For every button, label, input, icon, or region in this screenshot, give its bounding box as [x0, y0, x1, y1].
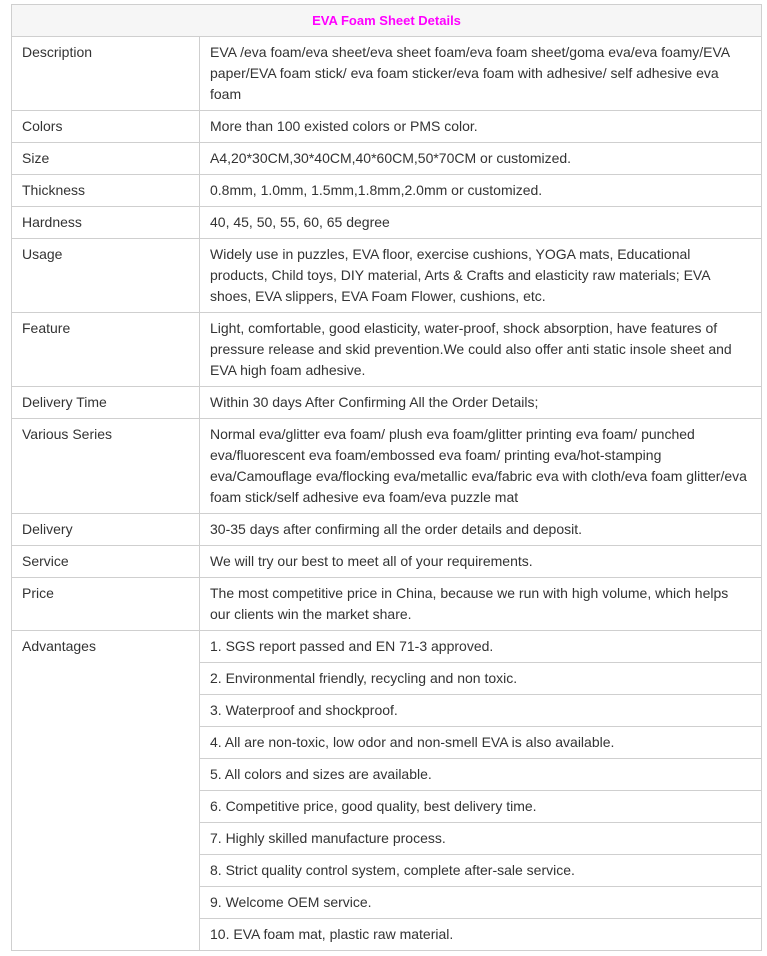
- row-label: Delivery Time: [12, 387, 200, 419]
- advantage-item: 10. EVA foam mat, plastic raw material.: [200, 919, 762, 951]
- row-value: Normal eva/glitter eva foam/ plush eva foam/glitter printing eva foam/ punched eva/fluorescent eva foam/embossed eva foam/ printing eva/hot-stamping eva/Camouflage eva/flocking eva/metallic eva/fabric eva with cloth/eva foam glitter/eva foam stick/self adhesive eva foam/eva puzzle mat: [200, 419, 762, 514]
- row-label: Hardness: [12, 207, 200, 239]
- row-label: Various Series: [12, 419, 200, 514]
- row-label: Price: [12, 578, 200, 631]
- row-label: Description: [12, 37, 200, 111]
- row-value: More than 100 existed colors or PMS color.: [200, 111, 762, 143]
- row-value: Within 30 days After Confirming All the Order Details;: [200, 387, 762, 419]
- advantage-item: 1. SGS report passed and EN 71-3 approved.: [200, 631, 762, 663]
- table-row: [12, 313, 762, 387]
- table-row: [12, 111, 762, 143]
- advantage-item: 8. Strict quality control system, complete after-sale service.: [200, 855, 762, 887]
- row-value: 0.8mm, 1.0mm, 1.5mm,1.8mm,2.0mm or customized.: [200, 175, 762, 207]
- row-value: The most competitive price in China, because we run with high volume, which helps our clients win the market share.: [200, 578, 762, 631]
- advantage-item: 2. Environmental friendly, recycling and non toxic.: [200, 663, 762, 695]
- table-row: [12, 207, 762, 239]
- row-value: 30-35 days after confirming all the order details and deposit.: [200, 514, 762, 546]
- table-row: [12, 239, 762, 313]
- row-label: Feature: [12, 313, 200, 387]
- table-row: [12, 175, 762, 207]
- advantages-row: [12, 631, 762, 663]
- advantage-item: 6. Competitive price, good quality, best delivery time.: [200, 791, 762, 823]
- table-row: [12, 578, 762, 631]
- advantage-item: 3. Waterproof and shockproof.: [200, 695, 762, 727]
- table-row: [12, 514, 762, 546]
- table-title: EVA Foam Sheet Details: [12, 5, 762, 37]
- table-row: [12, 387, 762, 419]
- row-label: Delivery: [12, 514, 200, 546]
- row-value: EVA /eva foam/eva sheet/eva sheet foam/eva foam sheet/goma eva/eva foamy/EVA paper/EVA foam stick/ eva foam sticker/eva foam with adhesive/ self adhesive eva foam: [200, 37, 762, 111]
- row-value: A4,20*30CM,30*40CM,40*60CM,50*70CM or customized.: [200, 143, 762, 175]
- advantage-item: 5. All colors and sizes are available.: [200, 759, 762, 791]
- advantage-item: 9. Welcome OEM service.: [200, 887, 762, 919]
- advantages-label: Advantages: [12, 631, 200, 951]
- row-value: 40, 45, 50, 55, 60, 65 degree: [200, 207, 762, 239]
- table-row: [12, 37, 762, 111]
- row-label: Size: [12, 143, 200, 175]
- row-label: Thickness: [12, 175, 200, 207]
- row-value: Widely use in puzzles, EVA floor, exercise cushions, YOGA mats, Educational products, Child toys, DIY material, Arts & Crafts and elasticity raw materials; EVA shoes, EVA slippers, EVA Foam Flower, cushions, etc.: [200, 239, 762, 313]
- row-label: Service: [12, 546, 200, 578]
- advantage-item: 7. Highly skilled manufacture process.: [200, 823, 762, 855]
- eva-foam-details-table: [11, 4, 762, 951]
- table-row: [12, 546, 762, 578]
- details-table-container: [11, 4, 761, 951]
- row-value: We will try our best to meet all of your requirements.: [200, 546, 762, 578]
- advantage-item: 4. All are non-toxic, low odor and non-smell EVA is also available.: [200, 727, 762, 759]
- row-value: Light, comfortable, good elasticity, water-proof, shock absorption, have features of pressure release and skid prevention.We could also offer anti static insole sheet and EVA high foam adhesive.: [200, 313, 762, 387]
- table-row: [12, 143, 762, 175]
- table-row: [12, 419, 762, 514]
- row-label: Colors: [12, 111, 200, 143]
- row-label: Usage: [12, 239, 200, 313]
